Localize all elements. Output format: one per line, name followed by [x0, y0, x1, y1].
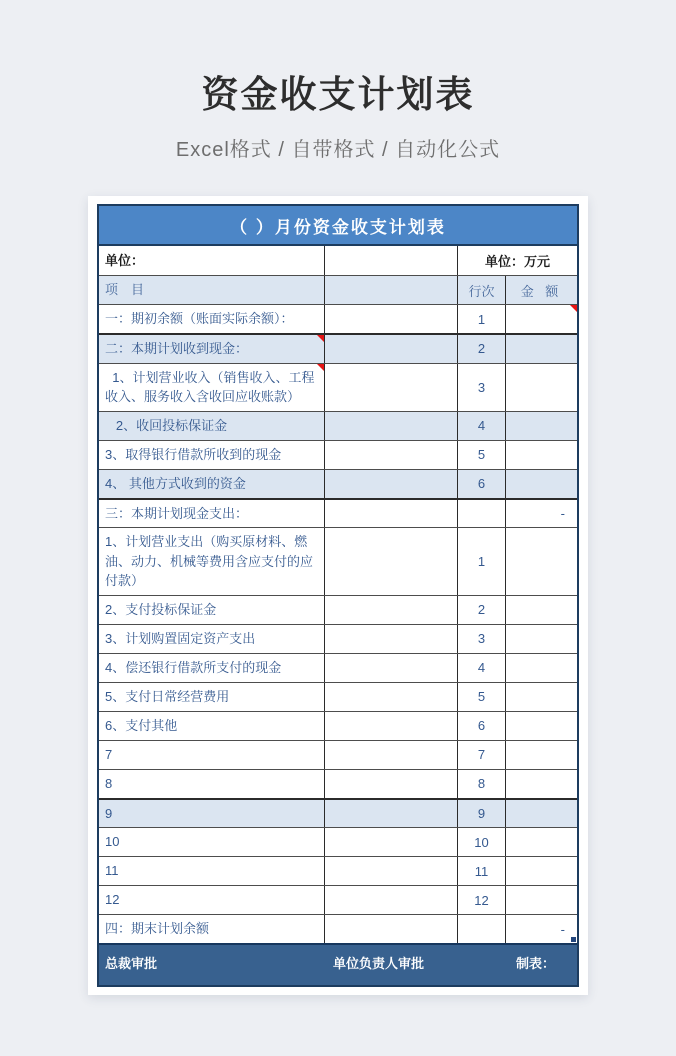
line-no-cell: 7 — [458, 741, 506, 769]
line-no-cell: 5 — [458, 441, 506, 469]
template-preview-card — [88, 196, 588, 995]
item-cell: 2、收回投标保证金 — [99, 412, 325, 440]
item-cell: 四：期末计划余额 — [99, 915, 325, 943]
table-row — [99, 856, 577, 885]
item-cell: 1、计划营业收入（销售收入、工程收入、服务收入含收回应收账款） — [99, 364, 325, 411]
empty-cell — [325, 886, 458, 914]
line-no-cell: 2 — [458, 596, 506, 624]
page-subtitle: Excel格式 / 自带格式 / 自动化公式 — [175, 139, 501, 161]
empty-cell — [325, 441, 458, 469]
item-cell: 1、计划营业支出（购买原材料、燃油、动力、机械等费用含应支付的应付款） — [99, 528, 325, 595]
table-row — [99, 595, 577, 624]
table-row — [99, 827, 577, 856]
item-cell: 10 — [99, 828, 325, 856]
table-row — [99, 527, 577, 595]
amount-cell — [506, 712, 577, 740]
empty-cell — [325, 683, 458, 711]
empty-cell — [325, 770, 458, 798]
line-no-cell: 4 — [458, 654, 506, 682]
prepared-by-label: 制表： — [516, 956, 556, 971]
column-header-row — [99, 275, 577, 304]
item-cell: 5、支付日常经营费用 — [99, 683, 325, 711]
item-cell: 6、支付其他 — [99, 712, 325, 740]
unit-row — [99, 246, 577, 275]
table-row — [99, 769, 577, 798]
comment-marker-icon — [317, 335, 324, 342]
line-no-cell: 8 — [458, 770, 506, 798]
item-cell: 3、计划购置固定资产支出 — [99, 625, 325, 653]
item-cell: 12 — [99, 886, 325, 914]
hero-section — [0, 0, 676, 162]
amount-cell — [506, 770, 577, 798]
amount-cell — [506, 654, 577, 682]
empty-cell — [325, 412, 458, 440]
amount-cell — [506, 470, 577, 498]
table-row — [99, 914, 577, 943]
empty-cell — [325, 305, 458, 333]
empty-cell — [325, 528, 458, 595]
empty-cell — [325, 741, 458, 769]
item-cell: 8 — [99, 770, 325, 798]
empty-cell — [325, 364, 458, 411]
line-no-cell: 10 — [458, 828, 506, 856]
empty-cell — [325, 276, 458, 304]
unit-label-cell: 单位： — [99, 246, 325, 275]
item-cell: 二：本期计划收到现金： — [99, 335, 325, 363]
amount-cell — [506, 305, 577, 333]
line-no-cell: 1 — [458, 305, 506, 333]
amount-cell: - — [560, 505, 565, 521]
empty-cell — [325, 500, 458, 528]
amount-cell — [506, 741, 577, 769]
table-row — [99, 740, 577, 769]
table-row — [99, 440, 577, 469]
table-row — [99, 624, 577, 653]
amount-cell — [506, 596, 577, 624]
line-no-cell: 6 — [458, 470, 506, 498]
empty-cell — [325, 828, 458, 856]
table-row — [99, 653, 577, 682]
amount-cell — [506, 412, 577, 440]
ceo-approval-label: 总裁审批 — [105, 956, 158, 971]
page-title: 资金收支计划表 — [201, 74, 475, 115]
empty-cell — [325, 246, 458, 275]
unit-value-cell: 单位：万元 — [484, 254, 550, 269]
amount-cell — [506, 335, 577, 363]
item-cell: 11 — [99, 857, 325, 885]
item-cell: 4、偿还银行借款所支付的现金 — [99, 654, 325, 682]
line-no-cell: 3 — [458, 625, 506, 653]
amount-cell — [506, 364, 577, 411]
table-row — [99, 333, 577, 363]
item-column-header: 项 目 — [99, 276, 325, 304]
amount-cell — [506, 800, 577, 828]
empty-cell — [325, 857, 458, 885]
empty-cell — [325, 625, 458, 653]
item-cell: 7 — [99, 741, 325, 769]
line-no-cell: 5 — [458, 683, 506, 711]
table-row — [99, 682, 577, 711]
amount-cell — [506, 886, 577, 914]
empty-cell — [325, 470, 458, 498]
empty-cell — [325, 915, 458, 943]
empty-cell — [325, 335, 458, 363]
item-cell: 9 — [99, 800, 325, 828]
comment-marker-icon — [570, 305, 577, 312]
line-no-cell: 12 — [458, 886, 506, 914]
empty-cell — [325, 800, 458, 828]
item-cell: 2、支付投标保证金 — [99, 596, 325, 624]
unit-head-approval-label: 单位负责人审批 — [333, 956, 425, 971]
item-cell: 3、取得银行借款所收到的现金 — [99, 441, 325, 469]
amount-cell — [506, 625, 577, 653]
item-cell: 一：期初余额（账面实际余额）： — [99, 305, 325, 333]
cell-corner-handle-icon — [571, 937, 576, 942]
empty-cell — [325, 712, 458, 740]
empty-cell — [325, 654, 458, 682]
line-no-cell: 3 — [458, 364, 506, 411]
line-no-column-header: 行次 — [458, 276, 506, 304]
line-no-cell: 4 — [458, 412, 506, 440]
comment-marker-icon — [317, 364, 324, 371]
item-cell: 三：本期计划现金支出： — [99, 500, 325, 528]
amount-cell — [506, 528, 577, 595]
item-cell: 4、 其他方式收到的资金 — [99, 470, 325, 498]
amount-cell — [506, 857, 577, 885]
amount-cell — [506, 441, 577, 469]
table-row — [99, 711, 577, 740]
line-no-cell: 1 — [458, 528, 506, 595]
amount-column-header: 金 额 — [520, 283, 563, 299]
amount-cell — [506, 828, 577, 856]
line-no-cell: 6 — [458, 712, 506, 740]
empty-cell — [325, 596, 458, 624]
line-no-cell: 11 — [458, 857, 506, 885]
line-no-cell: 2 — [458, 335, 506, 363]
line-no-cell — [458, 500, 506, 528]
table-row — [99, 469, 577, 498]
table-body — [99, 304, 577, 943]
amount-cell: - — [506, 915, 577, 943]
table-banner-title: （ ）月份资金收支计划表 — [99, 206, 577, 246]
table-row — [99, 798, 577, 828]
amount-cell — [506, 683, 577, 711]
table-row — [99, 885, 577, 914]
table-row — [99, 498, 577, 528]
line-no-cell: 9 — [458, 800, 506, 828]
spreadsheet-table — [97, 204, 579, 987]
table-row — [99, 363, 577, 411]
table-row — [99, 304, 577, 333]
line-no-cell — [458, 915, 506, 943]
approval-footer-row — [99, 943, 577, 985]
table-row — [99, 411, 577, 440]
